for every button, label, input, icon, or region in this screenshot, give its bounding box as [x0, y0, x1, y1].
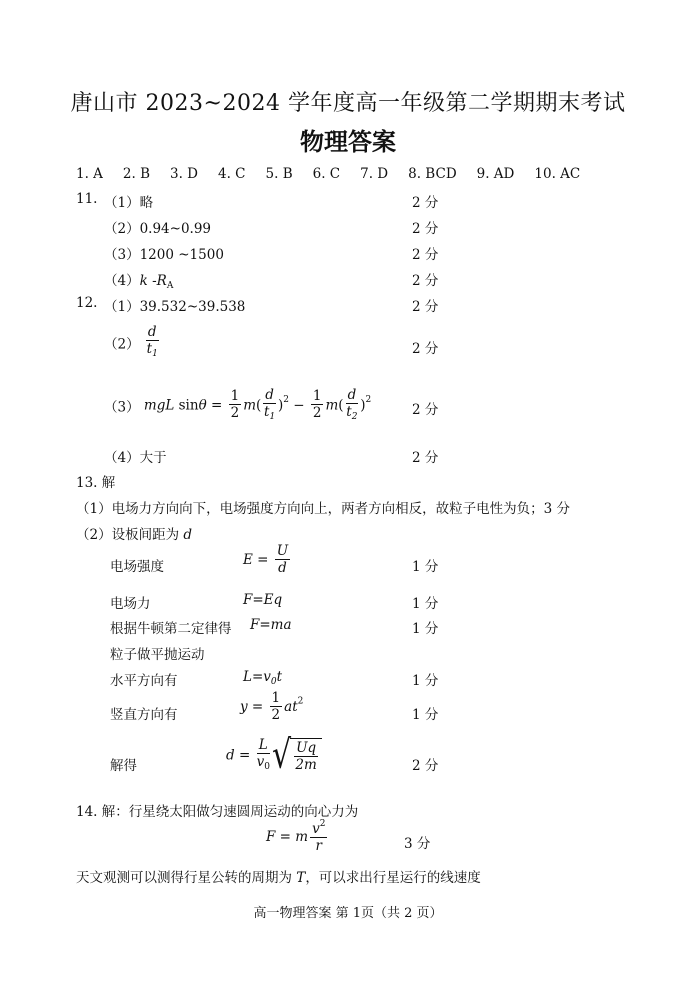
q13-part-1: （1）电场力方向向下，电场强度方向向上，两者方向相反，故粒子电性为负；3 分 [76, 501, 570, 517]
q11-score-4: 2 分 [412, 273, 439, 289]
q11-item-2: （2）0.94~0.99 [104, 221, 212, 237]
q12-item-4: （4）大于 [104, 450, 167, 466]
q13-result-score: 2 分 [412, 758, 439, 774]
fraction-numerator: d [147, 324, 157, 340]
square-root-icon: √ $\frac{Uq}{2m}$ [272, 738, 322, 773]
q12-item-2-label: （2） [104, 336, 140, 353]
page-subtitle: 物理答案 [300, 127, 396, 156]
q13-force-formula: F=Eq [243, 592, 283, 608]
mc-answer: 8. BCD [408, 166, 457, 182]
q14-formula: F = m $\frac{v^2}{r}$ [266, 819, 326, 854]
fraction-denominator: $t_1$ [146, 340, 158, 359]
q14-text: 天文观测可以测得行星公转的周期为 T，可以求出行星运行的线速度 [76, 870, 481, 886]
q13-vertical-label: 竖直方向有 [110, 707, 178, 723]
fraction: $\frac{d}{t_1}$ [264, 387, 276, 422]
q13-newton-formula: F=ma [250, 617, 292, 633]
q11-item-4-prefix: （4） [104, 273, 140, 289]
q13-newton-score: 1 分 [412, 621, 439, 637]
mc-answer: 10. AC [534, 166, 581, 182]
q11-score-1: 2 分 [412, 195, 439, 211]
mc-answer: 7. D [360, 166, 389, 182]
mc-answer: 1. A [76, 166, 103, 182]
fraction: $\frac{d}{t_2}$ [346, 387, 358, 422]
q12-item-3: （3） mgL sinθ = $\frac{1}{2}$ m( $\frac{d}{t_1}$ )$^2$ − $\frac{1}{2}$ m( $\frac{d}{t_2}$ )$^2$ [104, 387, 372, 422]
q13-newton-label: 根据牛顿第二定律得 [110, 621, 232, 637]
fraction: $\frac{1}{2}$ [271, 690, 281, 723]
q13-part-2: （2）设板间距为 d [76, 527, 193, 543]
q13-field-formula: E = $\frac{U}{d}$ [243, 543, 289, 576]
fraction: $\frac{U}{d}$ [276, 543, 289, 576]
q13-vertical-formula: y = $\frac{1}{2}$ $at^2$ [240, 690, 304, 723]
fraction: $\frac{1}{2}$ [312, 388, 322, 422]
page-footer: 高一物理答案 第 1页（共 2 页） [253, 906, 443, 921]
q12-score-1: 2 分 [412, 299, 439, 315]
mc-answer: 5. B [265, 166, 293, 182]
q11-sub-a: A [166, 281, 174, 291]
mc-answer: 4. C [218, 166, 246, 182]
page-title: 唐山市 2023~2024 学年度高一年级第二学期期末考试 [70, 91, 626, 116]
q13-heading: 13. 解 [76, 475, 116, 491]
q11-score-2: 2 分 [412, 221, 439, 237]
q12-score-3: 2 分 [412, 402, 439, 418]
q13-horizontal-score: 1 分 [412, 673, 439, 689]
q13-motion-label: 粒子做平抛运动 [110, 647, 205, 663]
q11-var-r: R [156, 273, 167, 289]
fraction: $\frac{1}{2}$ [230, 388, 240, 422]
q13-horizontal-label: 水平方向有 [110, 673, 178, 689]
fraction [146, 325, 159, 360]
q13-field-label: 电场强度 [110, 559, 164, 575]
q13-force-score: 1 分 [412, 596, 439, 612]
q11-score-3: 2 分 [412, 247, 439, 263]
q13-result-label: 解得 [110, 758, 137, 774]
mc-answer: 2. B [122, 166, 151, 182]
fraction: $\frac{v^2}{r}$ [312, 819, 326, 854]
q14-score: 3 分 [404, 836, 431, 852]
mc-answer-row [76, 166, 600, 182]
q13-vertical-score: 1 分 [412, 707, 439, 723]
q14-intro: 14. 解：行星绕太阳做匀速圆周运动的向心力为 [76, 804, 359, 820]
fraction: $\frac{L}{v_0}$ [256, 737, 270, 773]
q12-item-1: （1）39.532~39.538 [104, 299, 246, 315]
mc-answer: 6. C [312, 166, 341, 182]
q13-horizontal-formula: $L=v_0t$ [243, 669, 283, 687]
mc-answer: 9. AD [476, 166, 515, 182]
q12-item-2 [104, 325, 161, 360]
q13-field-score: 1 分 [412, 559, 439, 575]
q12-score-4: 2 分 [412, 450, 439, 466]
q12-number: 12. [76, 295, 98, 311]
q11-var-k: k [139, 273, 148, 289]
mc-answer: 3. D [170, 166, 199, 182]
q11-item-1: （1）略 [104, 195, 154, 211]
q13-result-formula: d = $\frac{L}{v_0}$ √ $\frac{Uq}{2m}$ [226, 738, 322, 773]
q11-dash: - [147, 273, 157, 289]
q12-score-2: 2 分 [412, 341, 439, 357]
q11-item-4 [104, 269, 173, 291]
q11-item-3: （3）1200 ~1500 [104, 247, 224, 263]
q11-number: 11. [76, 191, 98, 207]
q13-force-label: 电场力 [110, 596, 151, 612]
